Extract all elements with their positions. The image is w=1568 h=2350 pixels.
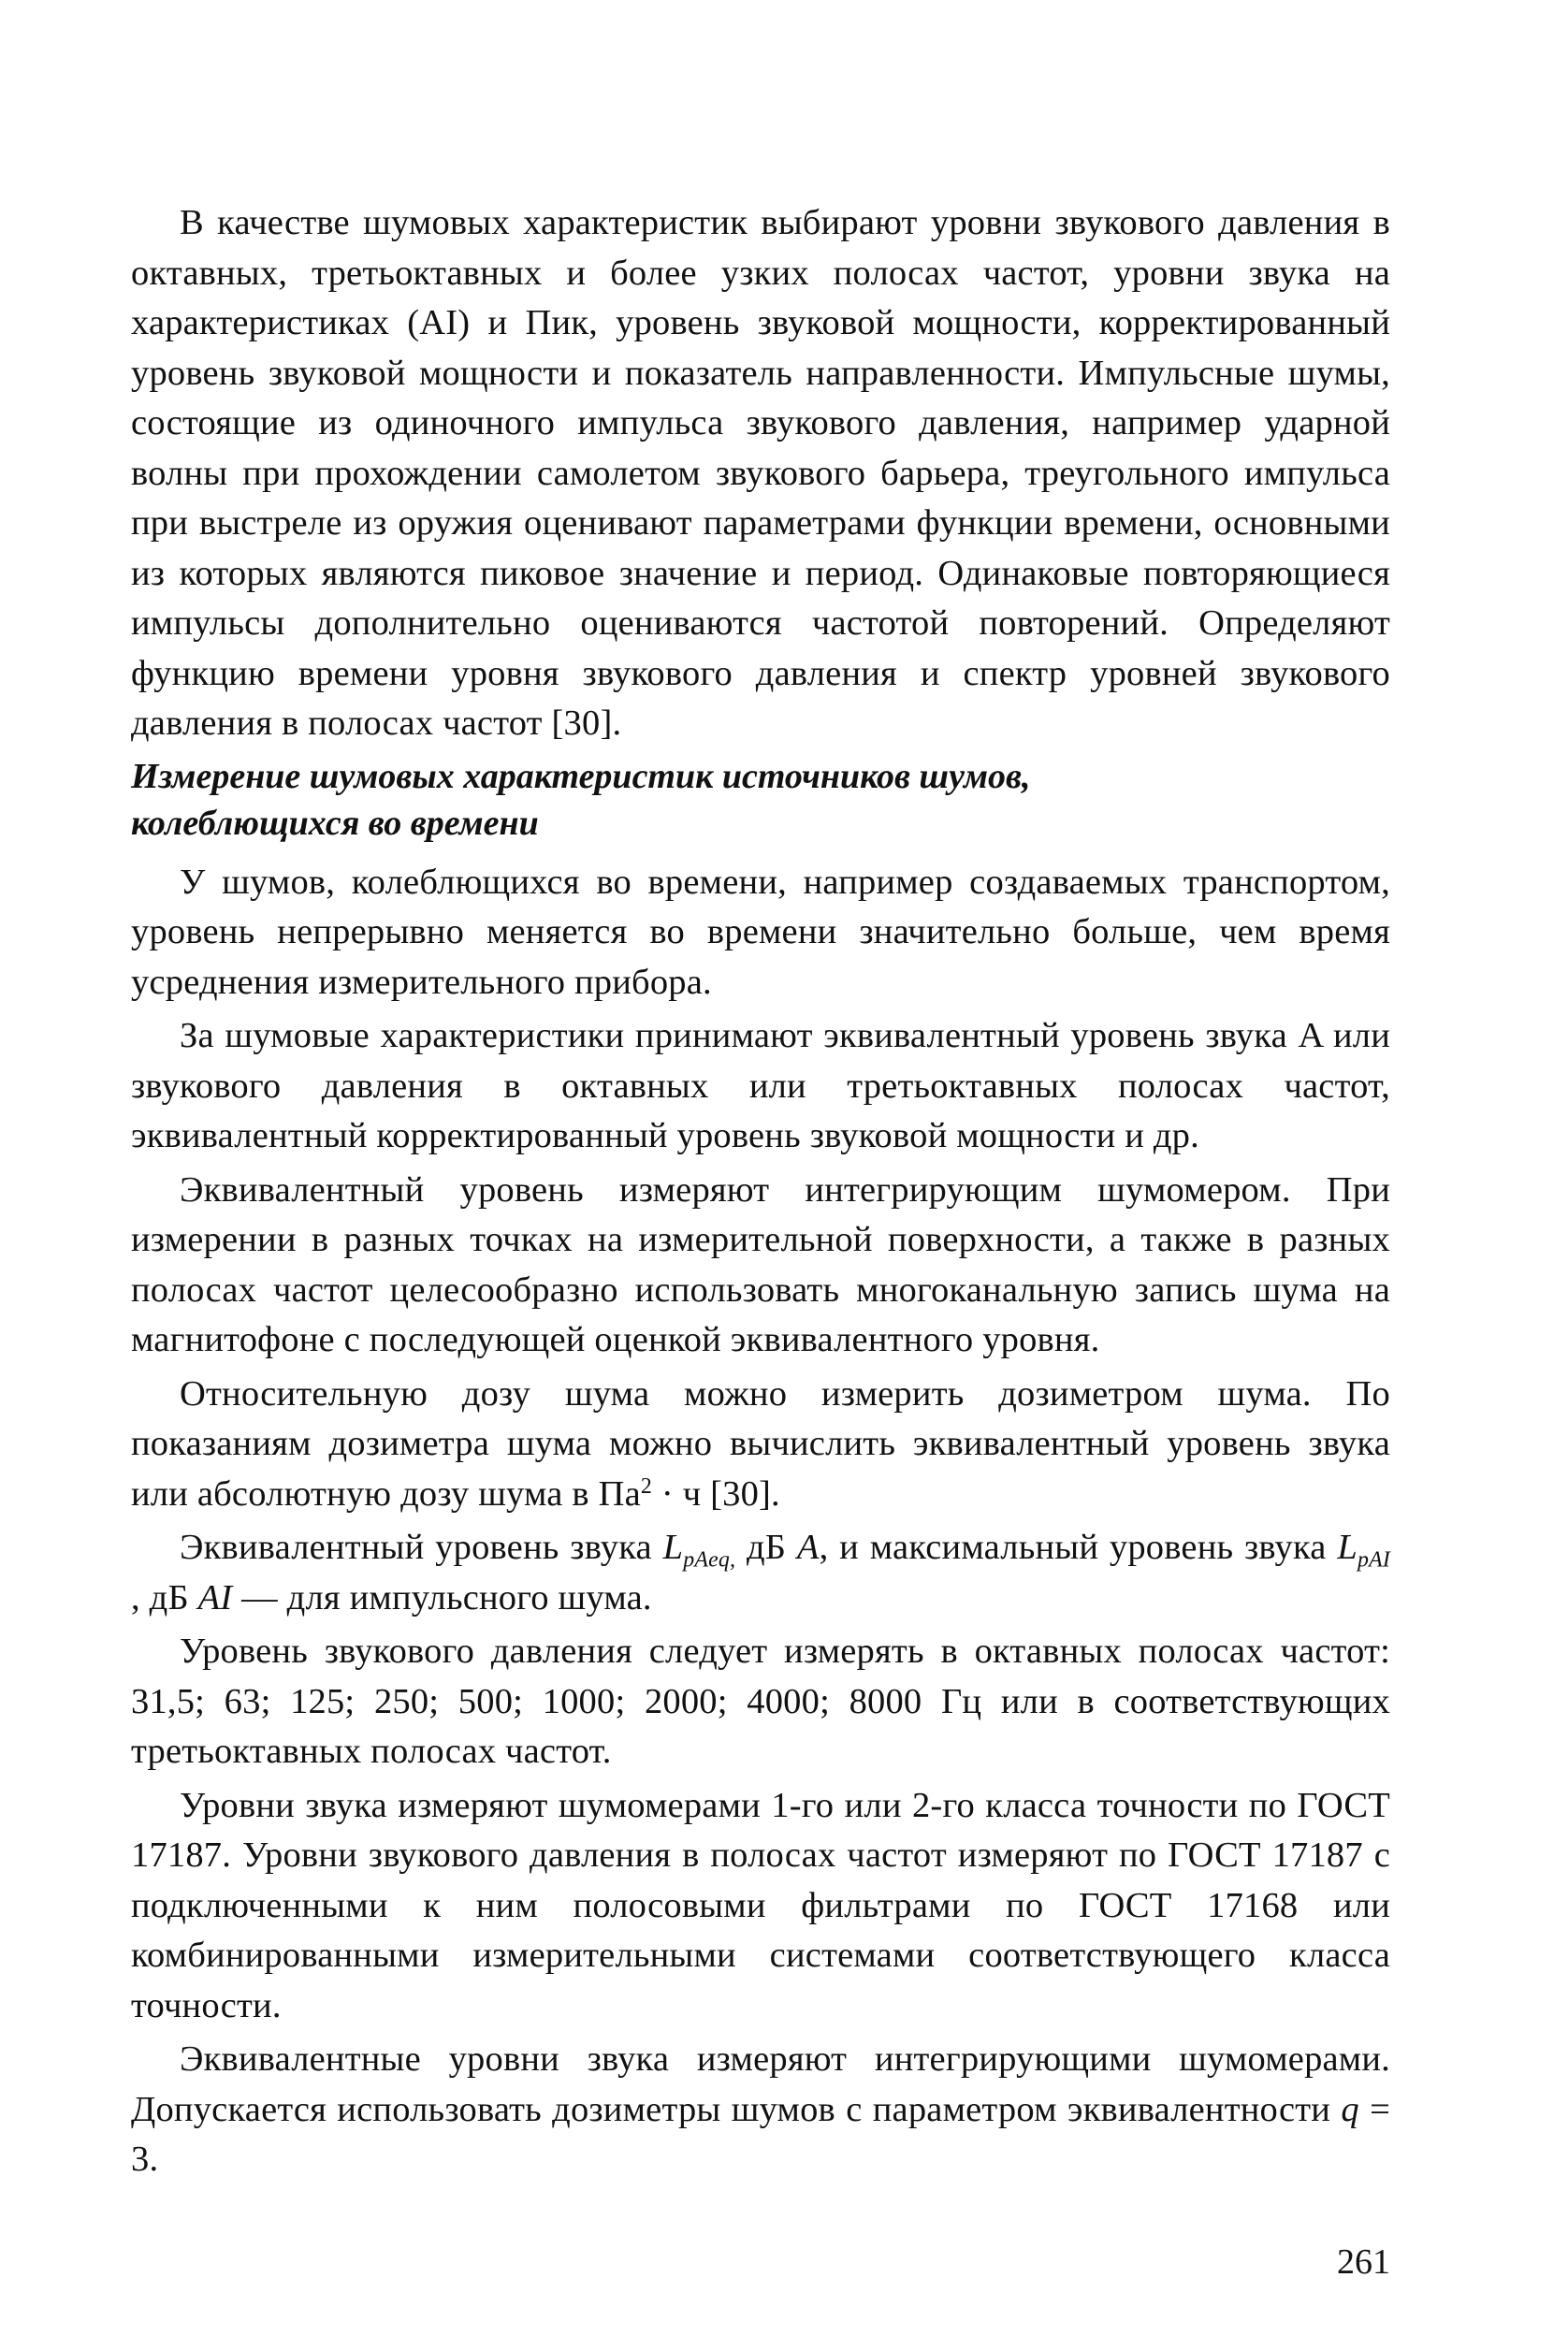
levels-text-2: дБ <box>735 1528 797 1567</box>
symbol-q: q <box>1341 2089 1359 2129</box>
paragraph-noise-dose <box>131 1370 1390 1520</box>
subscript-pai: pAI <box>1357 1547 1391 1573</box>
paragraph-integrating-meter: Эквивалентный уровень измеряют интегрирующим шумомером. При измерении в разных точках на измерительной поверхности, а также в разных полосах частот целесообразно использовать многоканальную запись шума на магнитофоне с последующей оценкой эквивалентного уровня. <box>131 1169 1390 1359</box>
paragraph-equivalence-parameter <box>131 2035 1390 2185</box>
paragraph-fluctuating-noise: У шумов, колеблющихся во времени, например создаваемых транспортом, уровень непрерывно меняется во времени значительно больше, чем время усреднения измерительного прибора. <box>131 862 1390 1002</box>
unit-a: A <box>796 1528 820 1567</box>
symbol-l-pai: L <box>1337 1528 1357 1567</box>
levels-text-5: — для импульсного шума. <box>232 1577 652 1617</box>
dose-text-after: · ч [30]. <box>652 1473 780 1514</box>
page-number: 261 <box>1337 2242 1390 2282</box>
paragraph-equivalent-level: За шумовые характеристики принимают эквивалентный уровень звука A или звукового давления в октавных или третьоктавных полосах частот, эквивалентный корректированный уровень звуковой мощности и др. <box>131 1016 1390 1155</box>
equivalence-text-before: Эквивалентные уровни звука измеряют интегрирующими шумомерами. Допускается использовать дозиметры шумов с параметром эквивалентности <box>131 2039 1390 2129</box>
levels-text-1: Эквивалентный уровень звука <box>180 1528 663 1567</box>
unit-ai: AI <box>197 1577 233 1617</box>
subscript-paeq: pAeq, <box>683 1547 736 1573</box>
levels-text-4: , дБ <box>131 1577 198 1617</box>
section-heading-line-1: Измерение шумовых характеристик источников шумов, <box>131 756 1031 796</box>
paragraph-noise-characteristics: В качестве шумовых характеристик выбирают уровни звукового давления в октавных, третьоктавных и более узких полосах частот, уровни звука на характеристиках (AI) и Пик, уровень звуковой мощности, корректированный уровень звуковой мощности и показатель направленности. Импульсные шумы, состоящие из одиночного импульса звукового давления, например ударной волны при прохождении самолетом звукового барьера, треугольного импульса при выстреле из оружия оценивают параметрами функции времени, основными из которых являются пиковое значение и период. Одинаковые повторяющиеся импульсы дополнительно оцениваются частотой повторений. Определяют функцию времени уровня звукового давления и спектр уровней звукового давления в полосах частот [30]. <box>131 203 1390 743</box>
symbol-l-paeq: L <box>662 1528 684 1567</box>
levels-text-3: , и максимальный уровень звука <box>819 1528 1338 1567</box>
equivalence-text-after: = 3. <box>131 2089 1390 2179</box>
dose-text-before: Относительную дозу шума можно измерить дозиметром шума. По показаниям дозиметра шума можно вычислить эквивалентный уровень звука или абсолютную дозу шума в Па <box>131 1373 1390 1514</box>
paragraph-sound-level-meters: Уровни звука измеряют шумомерами 1-го или 2-го класса точности по ГОСТ 17187. Уровни звукового давления в полосах частот измеряют по ГОСТ 17187 с подключенными к ним полосовыми фильтрами по ГОСТ 17168 или комбинированными измерительными системами соответствующего класса точности. <box>131 1785 1390 2025</box>
paragraph-sound-levels <box>131 1523 1390 1623</box>
section-heading <box>131 753 1390 847</box>
paragraph-octave-bands: Уровень звукового давления следует измерять в октавных полосах частот: 31,5; 63; 125; 250; 500; 1000; 2000; 4000; 8000 Гц или в соответствующих третьоктавных полосах частот. <box>131 1632 1390 1771</box>
section-heading-line-2: колеблющихся во времени <box>131 803 539 843</box>
dose-superscript: 2 <box>640 1473 653 1499</box>
